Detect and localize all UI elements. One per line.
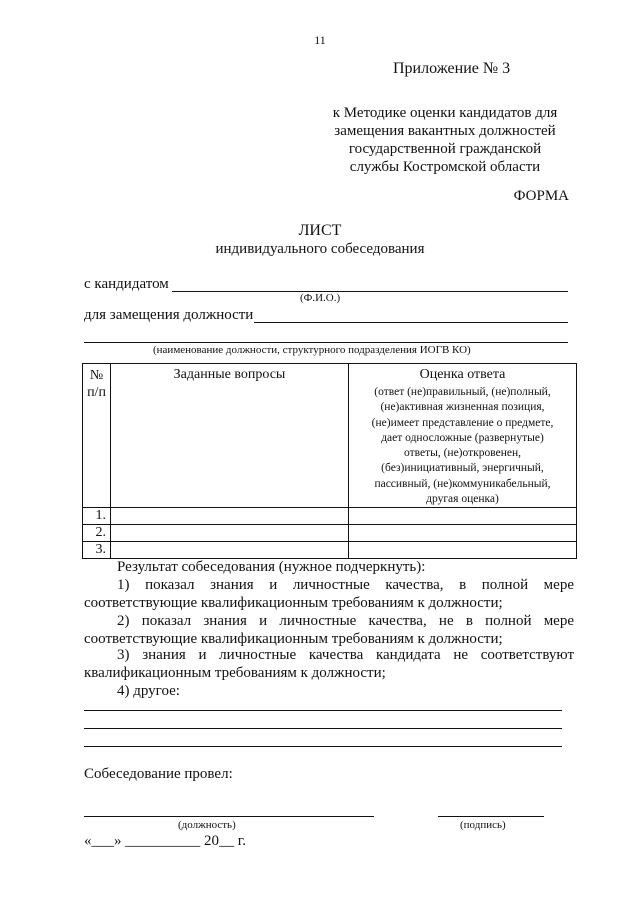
form-label: ФОРМА <box>513 188 569 204</box>
row-number: 1. <box>83 508 111 525</box>
page-number: 11 <box>314 33 326 47</box>
answer-cell[interactable] <box>349 525 577 542</box>
method-reference <box>320 104 570 176</box>
header-number <box>83 364 111 508</box>
candidate-label: с кандидатом <box>84 276 169 292</box>
position-label: для замещения должности <box>84 307 254 323</box>
position-line-2[interactable] <box>84 342 568 343</box>
interviewer-position-line[interactable] <box>84 816 374 817</box>
header-questions: Заданные вопросы <box>111 364 349 508</box>
appendix-label: Приложение № 3 <box>393 60 511 77</box>
document-title: ЛИСТ <box>298 222 342 239</box>
signature-line[interactable] <box>438 816 544 817</box>
question-cell[interactable] <box>111 542 349 559</box>
position-line[interactable] <box>254 322 568 323</box>
document-subtitle: индивидуального собеседования <box>215 241 425 257</box>
result-option-3: 3) знания и личностные качества кандидата не соответствуют квалификационным требованиям к должности; <box>84 647 574 681</box>
question-cell[interactable] <box>111 525 349 542</box>
row-number: 2. <box>83 525 111 542</box>
table-row <box>83 508 577 525</box>
candidate-name-line[interactable] <box>172 291 568 292</box>
interview-table <box>82 363 577 559</box>
header-number-line: № <box>89 368 104 383</box>
criteria-line: пассивный, (не)коммуникабельный, <box>374 477 551 490</box>
row-number: 3. <box>83 542 111 559</box>
other-line[interactable] <box>84 710 562 711</box>
result-heading: Результат собеседования (нужное подчеркнуть): <box>117 559 426 575</box>
answer-cell[interactable] <box>349 542 577 559</box>
criteria-line: другая оценка) <box>426 493 499 506</box>
criteria-line: дает односложные (развернутые) <box>381 431 544 444</box>
result-option-2: 2) показал знания и личностные качества, не в полной мере соответствующие квалификационным требованиям к должности; <box>84 613 574 647</box>
table-header-row <box>83 364 577 508</box>
conducted-by-label: Собеседование провел: <box>84 766 233 782</box>
other-line[interactable] <box>84 746 562 747</box>
fio-hint: (Ф.И.О.) <box>300 292 341 304</box>
question-cell[interactable] <box>111 508 349 525</box>
method-line: замещения вакантных должностей <box>334 123 556 139</box>
table-row <box>83 525 577 542</box>
criteria-line: (ответ (не)правильный, (не)полный, <box>374 386 551 398</box>
criteria-line: (не)имеет представление о предмете, <box>371 416 554 429</box>
position-hint: (наименование должности, структурного подразделения ИОГВ КО) <box>153 344 471 356</box>
method-line: государственной гражданской <box>348 141 542 157</box>
result-option-1: 1) показал знания и личностные качества, в полной мере соответствующие квалификационным требованиям к должности; <box>84 577 574 611</box>
criteria-line: (без)инициативный, энергичный, <box>381 462 544 475</box>
header-number-line: п/п <box>87 385 106 400</box>
other-line[interactable] <box>84 728 562 729</box>
position-hint-sign: (должность) <box>178 819 236 831</box>
criteria-line: (не)активная жизненная позиция, <box>380 401 545 414</box>
table-row <box>83 542 577 559</box>
method-line: к Методике оценки кандидатов для <box>332 105 558 121</box>
result-option-4: 4) другое: <box>117 683 180 699</box>
answer-title: Оценка ответа <box>419 367 506 382</box>
method-line: службы Костромской области <box>349 159 541 175</box>
signature-hint: (подпись) <box>460 819 506 831</box>
answer-criteria <box>349 385 576 507</box>
date-line: «___» __________ 20__ г. <box>84 833 246 849</box>
header-answer <box>349 364 577 508</box>
answer-cell[interactable] <box>349 508 577 525</box>
criteria-line: ответы, (не)откровенен, <box>404 447 521 460</box>
